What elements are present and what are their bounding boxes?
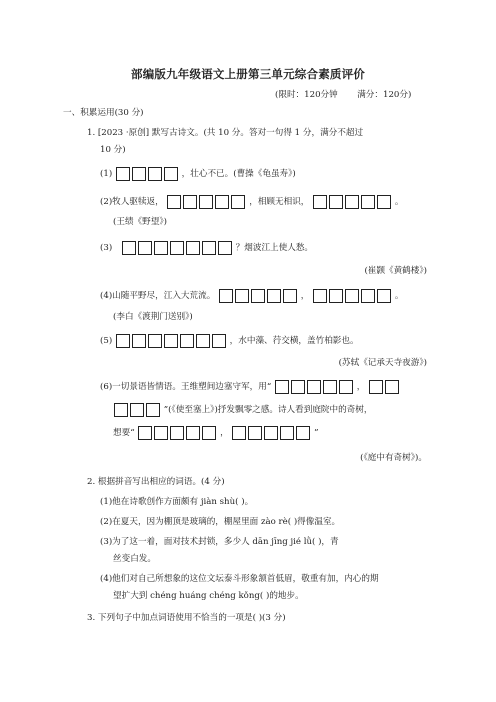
answer-boxes-2b[interactable] xyxy=(313,195,391,209)
answer-boxes-1[interactable] xyxy=(116,167,178,181)
answer-box[interactable] xyxy=(231,195,245,209)
answer-box[interactable] xyxy=(329,195,343,209)
answer-box[interactable] xyxy=(138,426,152,440)
q1-item-6-line-2 xyxy=(113,403,372,418)
answer-box[interactable] xyxy=(291,380,305,394)
answer-boxes-6e[interactable] xyxy=(232,426,310,440)
answer-box[interactable] xyxy=(218,241,232,255)
q1-item-6-end-c: ” xyxy=(314,428,319,438)
q1-heading: 1. [2023 ·原创] 默写古诗文。(共 10 分。答对一句得 1 分，满分不超过 xyxy=(87,128,364,138)
answer-box[interactable] xyxy=(264,426,278,440)
answer-box[interactable] xyxy=(361,289,375,303)
answer-box[interactable] xyxy=(148,167,162,181)
answer-box[interactable] xyxy=(170,426,184,440)
q1-item-4-source: (李白《渡荆门送别》) xyxy=(113,312,193,322)
answer-box[interactable] xyxy=(146,403,160,417)
q1-item-4-label: (4)山随平野尽，江入大荒流。 xyxy=(100,291,216,301)
answer-box[interactable] xyxy=(219,289,233,303)
answer-box[interactable] xyxy=(280,426,294,440)
q1-item-6-text-c: 想要“ xyxy=(113,428,135,438)
q1-item-3-label: (3) xyxy=(100,243,113,253)
q1-item-5-source: (苏轼《记承天寺夜游》) xyxy=(338,358,427,368)
q1-item-3-source: (崔颢《黄鹤楼》) xyxy=(364,266,427,276)
answer-box[interactable] xyxy=(132,334,146,348)
answer-box[interactable] xyxy=(202,426,216,440)
q2-item-3: (3)为了这一着，面对技术封锁，多少人 dān jīng jié lǜ( )，青 xyxy=(100,537,339,547)
answer-box[interactable] xyxy=(283,289,297,303)
q2-item-1: (1)他在诗歌创作方面颇有 jiàn shù( )。 xyxy=(100,497,254,507)
answer-box[interactable] xyxy=(275,380,289,394)
q1-item-3 xyxy=(100,241,313,256)
answer-boxes-4b[interactable] xyxy=(313,289,391,303)
answer-box[interactable] xyxy=(116,167,130,181)
q1-item-6-line-1 xyxy=(100,380,400,395)
q1-item-1-text: ，壮心不已。(曹操《龟虽寿》) xyxy=(181,169,296,179)
answer-box[interactable] xyxy=(180,334,194,348)
answer-box[interactable] xyxy=(313,289,327,303)
q1-item-2-mid: ，相顾无相识， xyxy=(249,197,310,207)
answer-box[interactable] xyxy=(199,195,213,209)
answer-boxes-3[interactable] xyxy=(122,241,232,255)
answer-box[interactable] xyxy=(345,289,359,303)
answer-boxes-2a[interactable] xyxy=(167,195,245,209)
answer-box[interactable] xyxy=(183,195,197,209)
answer-box[interactable] xyxy=(377,289,391,303)
answer-boxes-6b[interactable] xyxy=(369,380,399,394)
answer-box[interactable] xyxy=(296,426,310,440)
answer-box[interactable] xyxy=(329,289,343,303)
answer-box[interactable] xyxy=(167,195,181,209)
time-limit xyxy=(275,88,411,102)
full-score-text: 满分：120分) xyxy=(357,90,412,100)
q2-item-4: (4)他们对自己所想象的这位文坛泰斗形象颔首低眉，敬重有加，内心的期 xyxy=(100,574,379,584)
q1-item-4-end: 。 xyxy=(394,291,404,301)
answer-box[interactable] xyxy=(202,241,216,255)
answer-box[interactable] xyxy=(361,195,375,209)
answer-box[interactable] xyxy=(196,334,210,348)
answer-box[interactable] xyxy=(385,380,399,394)
answer-box[interactable] xyxy=(212,334,226,348)
answer-boxes-6c[interactable] xyxy=(114,403,160,417)
answer-box[interactable] xyxy=(307,380,321,394)
answer-box[interactable] xyxy=(215,195,229,209)
answer-box[interactable] xyxy=(235,289,249,303)
answer-box[interactable] xyxy=(339,380,353,394)
answer-box[interactable] xyxy=(369,380,383,394)
time-limit-text: (限时：120分钟 xyxy=(275,90,338,100)
q1-item-3-text: ？烟波江上使人愁。 xyxy=(235,243,314,253)
answer-box[interactable] xyxy=(132,167,146,181)
section-heading-1: 一、积累运用(30 分) xyxy=(63,108,144,118)
answer-box[interactable] xyxy=(323,380,337,394)
answer-box[interactable] xyxy=(138,241,152,255)
q1-item-2-end: 。 xyxy=(394,197,404,207)
q1-item-4 xyxy=(100,289,403,304)
answer-box[interactable] xyxy=(130,403,144,417)
q3-heading: 3. 下列句子中加点词语使用不恰当的一项是( )(3 分) xyxy=(87,613,286,623)
q1-item-2-source: (王绩《野望》) xyxy=(113,217,167,227)
answer-box[interactable] xyxy=(232,426,246,440)
page-title: 部编版九年级语文上册第三单元综合素质评价 xyxy=(131,67,365,81)
answer-box[interactable] xyxy=(154,241,168,255)
q1-item-6-line-3 xyxy=(113,426,319,441)
answer-box[interactable] xyxy=(164,167,178,181)
q1-heading-cont: 10 分) xyxy=(100,145,126,155)
q1-item-1-label: (1) xyxy=(100,169,113,179)
q1-item-5-text: ，水中藻、荇交横，盖竹柏影也。 xyxy=(229,336,359,346)
q2-item-2: (2)在夏天，因为棚顶是玻璃的，棚屋里面 zào rè( )得像温室。 xyxy=(100,517,341,527)
q2-item-4-cont: 望扩大到 chéng huáng chéng kǒng( )的地步。 xyxy=(113,591,304,601)
answer-box[interactable] xyxy=(170,241,184,255)
q1-item-6-text-b: ”(《使至塞上》)抒发飘零之感。诗人看到庭院中的奇树， xyxy=(163,405,373,415)
answer-boxes-5[interactable] xyxy=(116,334,226,348)
q1-item-4-mid: ， xyxy=(300,291,310,301)
q1-item-2-label: (2)牧人驱犊返， xyxy=(100,197,164,207)
answer-box[interactable] xyxy=(313,195,327,209)
q2-item-3-cont: 丝变白发。 xyxy=(113,554,156,564)
answer-box[interactable] xyxy=(148,334,162,348)
answer-box[interactable] xyxy=(154,426,168,440)
answer-box[interactable] xyxy=(186,426,200,440)
q1-item-6-mid-c: ， xyxy=(220,428,229,438)
answer-boxes-4a[interactable] xyxy=(219,289,297,303)
answer-boxes-6a[interactable] xyxy=(275,380,353,394)
answer-box[interactable] xyxy=(267,289,281,303)
q1-item-5-label: (5) xyxy=(100,336,113,346)
answer-box[interactable] xyxy=(251,289,265,303)
answer-box[interactable] xyxy=(248,426,262,440)
q2-heading: 2. 根据拼音写出相应的词语。(4 分) xyxy=(87,477,225,487)
answer-box[interactable] xyxy=(164,334,178,348)
answer-box[interactable] xyxy=(114,403,128,417)
q1-item-6-mid-a: ， xyxy=(356,382,366,392)
answer-box[interactable] xyxy=(186,241,200,255)
answer-boxes-6d[interactable] xyxy=(138,426,216,440)
q1-item-5 xyxy=(100,334,359,349)
q1-item-2 xyxy=(100,195,403,210)
q1-item-1 xyxy=(100,167,296,182)
answer-box[interactable] xyxy=(116,334,130,348)
answer-box[interactable] xyxy=(377,195,391,209)
q1-item-6-text-a: (6)一切景语皆情语。王维塑间边塞守军，用“ xyxy=(100,382,272,392)
q1-item-6-source: (《庭中有奇树》)。 xyxy=(360,453,427,463)
answer-box[interactable] xyxy=(122,241,136,255)
answer-box[interactable] xyxy=(345,195,359,209)
